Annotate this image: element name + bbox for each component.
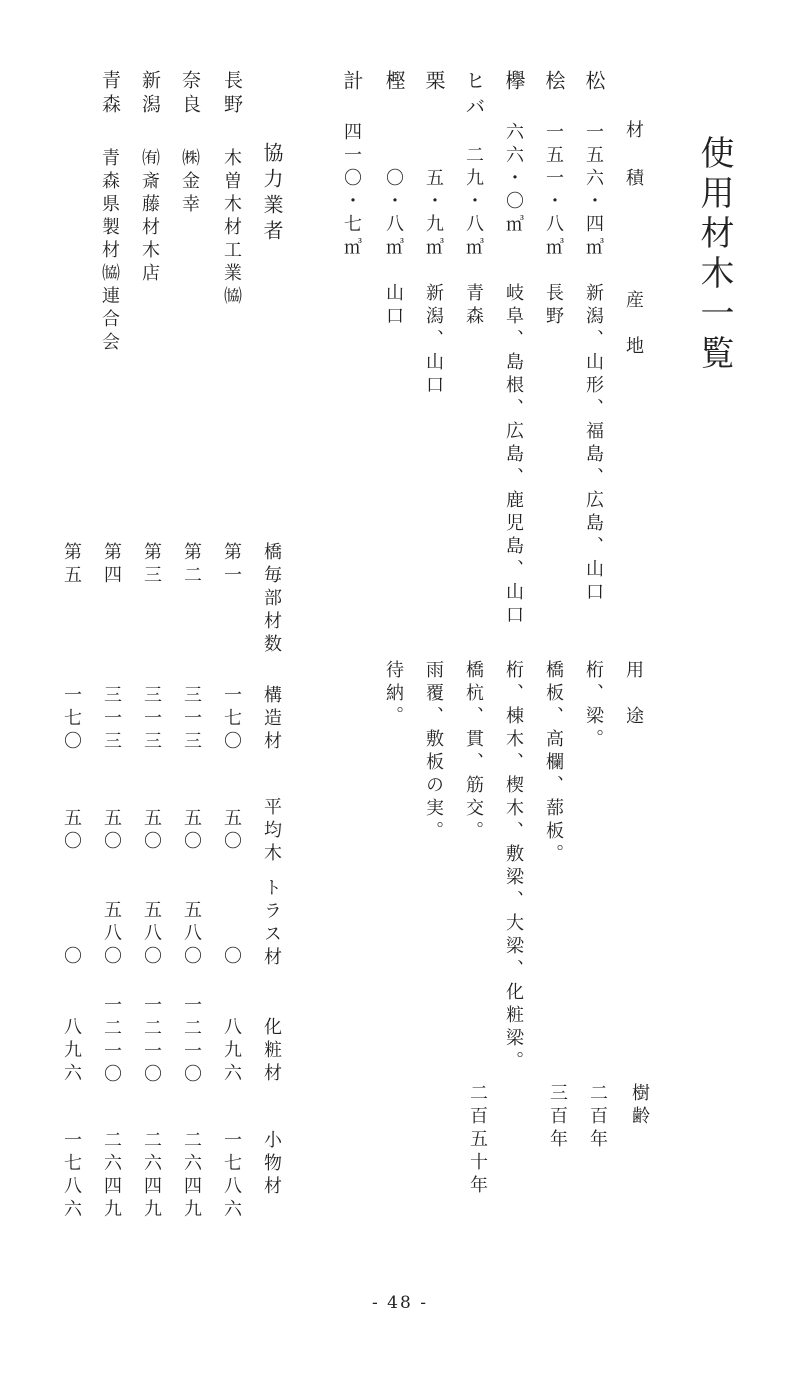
material-use: 雨覆、敷板の実。 [423,660,444,844]
material-age: 二百五十年 [467,1083,488,1198]
page-title: 使用材木一覧 [694,135,734,375]
material-origin: 新潟、山形、福島、広島、山口 [583,283,604,605]
table2-cell: 一七八六 [61,1130,82,1222]
material-volume: 二九・八㎥ [463,145,484,260]
table2-header: 平均木 [261,797,282,866]
header-age: 樹齢 [629,1083,650,1129]
table2-cell: 二六四九 [101,1130,122,1222]
partners-heading: 協力業者 [260,142,284,246]
material-name: 松 [582,70,606,96]
material-name: 樫 [382,70,406,96]
page-number: - 48 - [372,1293,428,1313]
table2-cell: 五〇 [181,808,202,854]
material-name: 欅 [502,70,526,96]
table2-header: 化粧材 [261,1017,282,1086]
table2-corner: 橋毎部材数 [261,542,282,657]
table2-cell: 八九六 [61,1017,82,1086]
table2-cell: 一七〇 [221,685,242,754]
material-use: 桁、棟木、楔木、敷梁、大梁、化粧梁。 [503,660,524,1074]
material-origin: 岐阜、島根、広島、鹿児島、山口 [503,283,524,628]
material-origin: 長野 [543,283,564,329]
header-volume: 積 [623,168,644,191]
table2-cell: 一二一〇 [181,995,202,1087]
table2-cell: 八九六 [221,1017,242,1086]
table2-cell: 一七〇 [61,685,82,754]
bridge-name: 第三 [141,542,162,588]
bridge-name: 第四 [101,542,122,588]
total-label: 計 [340,70,364,96]
material-use: 橋杭、貫、筋交。 [463,660,484,844]
header-origin: 産 地 [623,290,644,359]
material-use: 桁、梁。 [583,660,604,752]
table2-cell: 五〇 [141,808,162,854]
partner-pref: 青森 [99,70,121,118]
table2-cell: 〇 [61,946,82,969]
material-origin: 山口 [383,283,404,329]
table2-cell: 一二一〇 [141,995,162,1087]
table2-cell: 二六四九 [141,1130,162,1222]
material-origin: 青森 [463,283,484,329]
partner-pref: 長野 [221,70,243,118]
table2-cell: 五八〇 [101,900,122,969]
material-name: ヒバ [462,70,486,122]
table2-header: 構造材 [261,685,282,754]
table2-cell: 二六四九 [181,1130,202,1222]
table2-cell: 三一三 [181,685,202,754]
table2-cell: 〇 [221,946,242,969]
table2-header: 小物材 [261,1130,282,1199]
material-volume: 一五六・四㎥ [583,122,604,260]
partner-name: 木曽木材工業㈿ [221,148,242,309]
material-use: 待納。 [383,660,404,729]
bridge-name: 第五 [61,542,82,588]
total-value: 四一〇・七㎥ [341,122,362,260]
partner-name: 青森県製材㈿連合会 [99,148,120,355]
partner-pref: 新潟 [139,70,161,118]
header-material: 材 [623,120,644,143]
table2-cell: 五〇 [221,808,242,854]
partner-name: ㈲斎藤材木店 [139,148,160,286]
table2-cell: 五〇 [101,808,122,854]
table2-cell: 三一三 [101,685,122,754]
material-name: 栗 [422,70,446,96]
bridge-name: 第二 [181,542,202,588]
material-volume: 五・九㎥ [423,168,444,260]
material-volume: 六六・〇㎥ [503,122,524,237]
header-use: 用 途 [623,660,644,729]
material-origin: 新潟、山口 [423,283,444,398]
table2-header: トラス材 [261,878,282,970]
material-volume: 一五一・八㎥ [543,122,564,260]
table2-cell: 五八〇 [181,900,202,969]
material-use: 橋板、高欄、蔀板。 [543,660,564,867]
table2-cell: 一二一〇 [101,995,122,1087]
material-name: 桧 [542,70,566,96]
bridge-name: 第一 [221,542,242,588]
table2-cell: 五〇 [61,808,82,854]
material-age: 二百年 [587,1083,608,1152]
partner-pref: 奈良 [179,70,201,118]
table2-cell: 五八〇 [141,900,162,969]
table2-cell: 三一三 [141,685,162,754]
material-age: 三百年 [547,1083,568,1152]
table2-cell: 一七八六 [221,1130,242,1222]
partner-name: ㈱金幸 [179,148,200,217]
material-volume: 〇・八㎥ [383,168,404,260]
